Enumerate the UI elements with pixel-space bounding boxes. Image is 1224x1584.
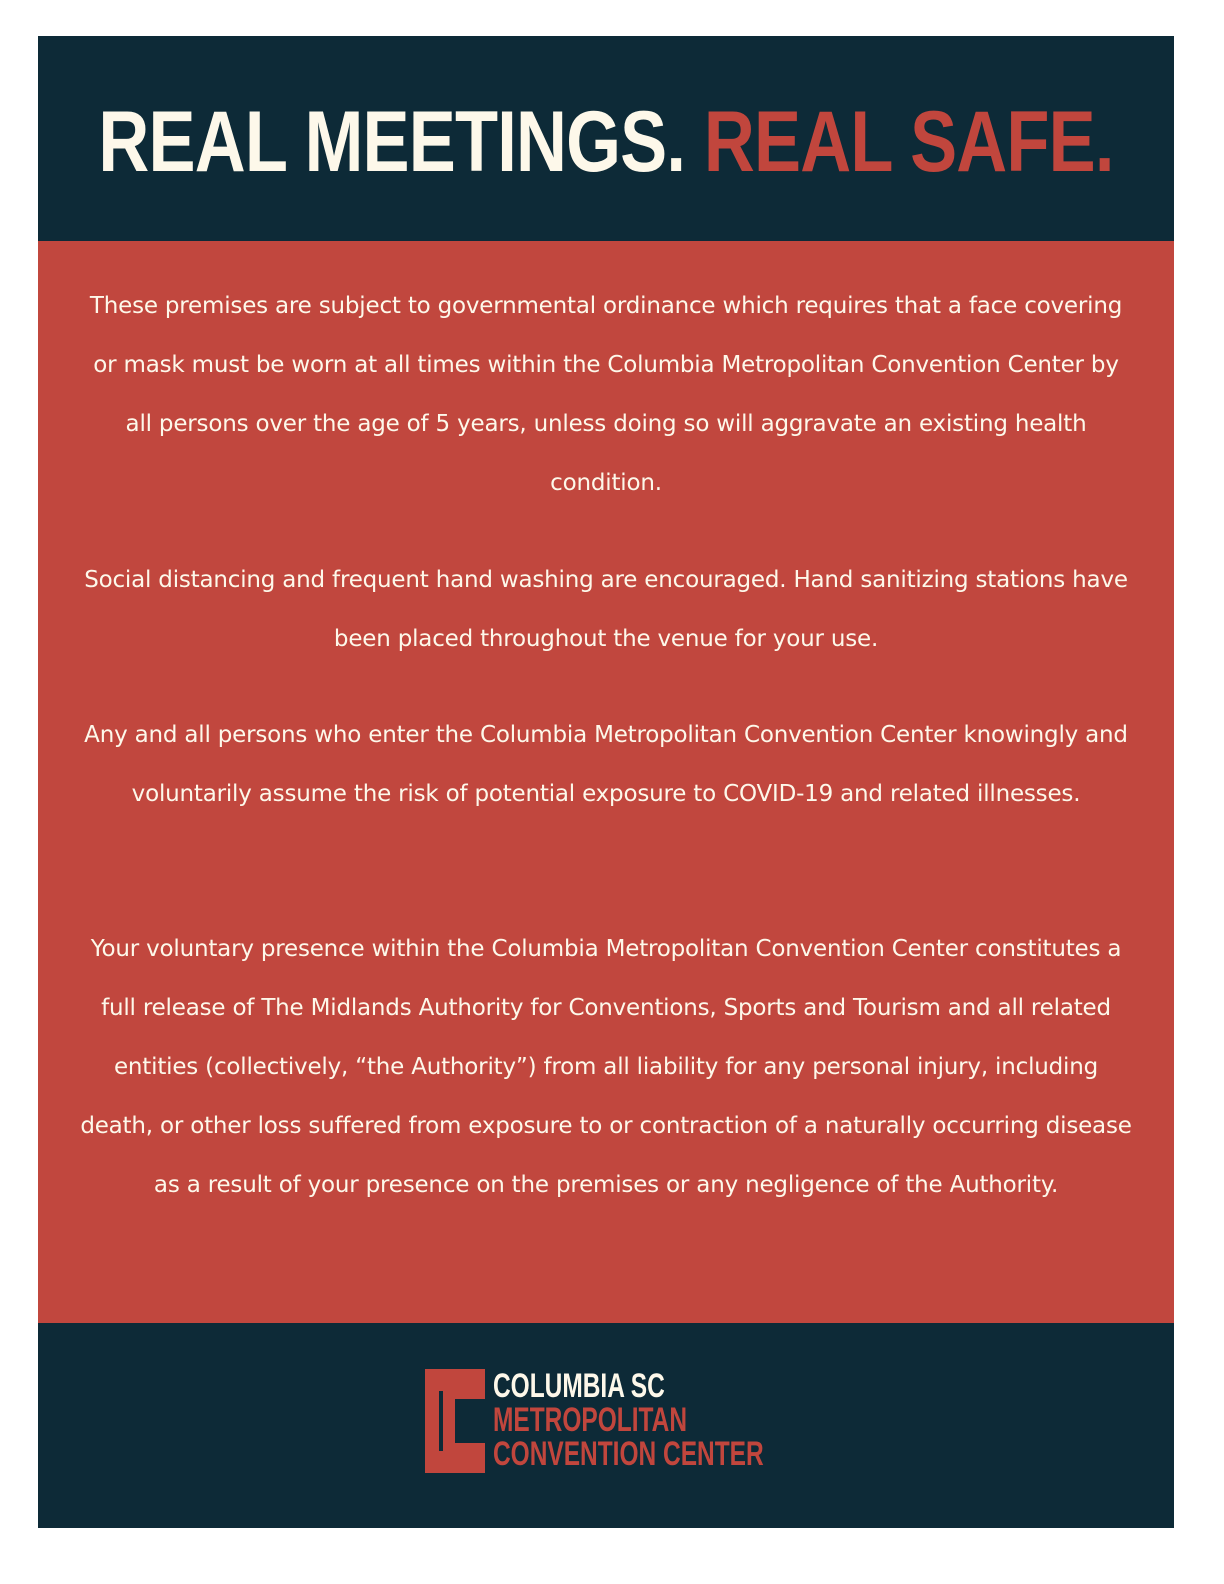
logo-wordmark (493, 1369, 764, 1471)
logo-line-convention-center: CONVENTION CENTER (493, 1435, 764, 1473)
notice-panel (38, 241, 1174, 1323)
poster (38, 36, 1174, 1528)
logo-line-metropolitan: METROPOLITAN (493, 1401, 688, 1439)
headline-part-2: REAL SAFE. (703, 93, 1114, 190)
risk-assumption-paragraph: Any and all persons who enter the Columbia Metropolitan Convention Center knowingly and voluntarily assume the risk of potential exposure to COVID-19 and related illnesses. (84, 722, 1128, 807)
headline-part-1: REAL MEETINGS. (98, 93, 704, 190)
logo-line-columbia-sc: COLUMBIA SC (493, 1367, 665, 1405)
mask-requirement-paragraph: These premises are subject to governmental ordinance which requires that a face covering or mask must be worn at all times within the Columbia Metropolitan Convention Center by all persons over the age of 5 years, unless doing so will aggravate an existing health condition. (89, 293, 1123, 496)
footer-band (38, 1323, 1174, 1528)
social-distancing-paragraph: Social distancing and frequent hand washing are encouraged. Hand sanitizing stations have been placed throughout the venue for your use. (84, 567, 1128, 652)
header-band (38, 36, 1174, 241)
columbia-c-logo-icon (425, 1369, 485, 1473)
convention-center-logo (425, 1369, 790, 1473)
headline (98, 93, 1114, 190)
liability-release-paragraph: Your voluntary presence within the Columbia Metropolitan Convention Center constitutes a full release of The Midlands Authority for Conventions, Sports and Tourism and all related entities (collectively, “the Authority”) from all liability for any personal injury, including death, or other loss suffered from exposure to or contraction of a naturally occurring disease as a result of your presence on the premises or any negligence of the Authority. (80, 936, 1132, 1198)
